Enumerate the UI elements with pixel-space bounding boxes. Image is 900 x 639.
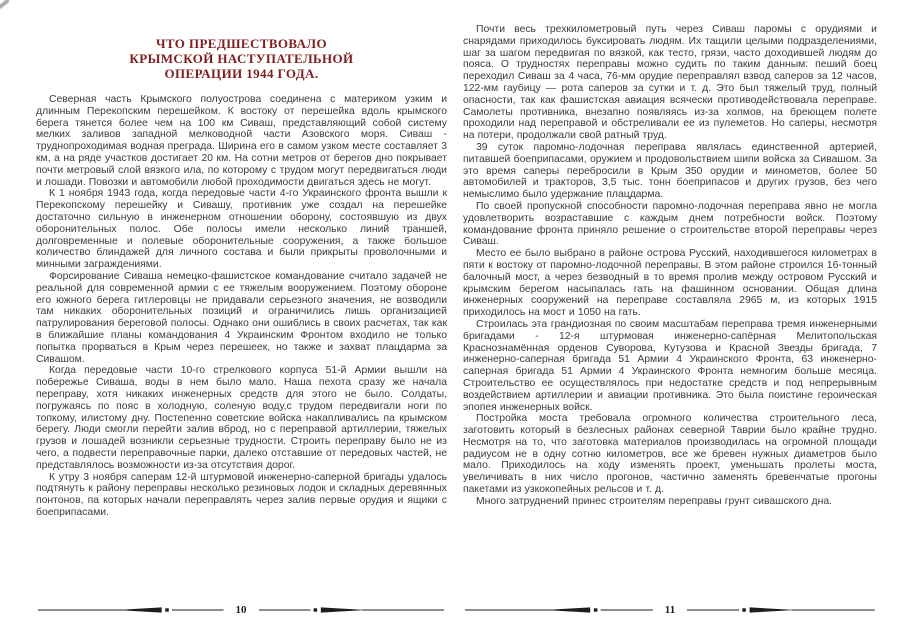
right-page: [450, 0, 900, 639]
footer-rule-arrow-left-icon: [38, 605, 224, 615]
body-paragraph: Постройка моста требовала огромного количества строительного леса, заготовить который в безлесных районах северной Таврии было крайне трудно. Несмотря на то, что заготовка материалов производилась на огромной площади радиусом не в одну сотню километров, все же бревен нужных диаметров было мало. Приходилось на ходу изменять проект, уменьшать пролеты моста, увеличивать в них число прогонов, частично заменять бревенчатые прогоны пакетами из узкокопейных рельсов и т. д.: [463, 413, 877, 496]
chapter-title-line: ЧТО ПРЕДШЕСТВОВАЛО: [155, 36, 328, 51]
footer-rule-arrow-right-icon: [687, 605, 875, 615]
body-paragraph: Почти весь трехкилометровый путь через Сиваш паромы с орудиями и снарядами приходилось буксировать людям. Их тащили целыми подразделениями, шаг за шагом передвигая по вязкой, как тесто, грязи, часто доходившей людям до пояса. О трудностях переправы можно судить по таким данным: пеший боец переходил Сиваш за 4 часа, 76-мм орудие переправлял взвод саперов за 12 часов, 122-мм гаубицу — рота саперов за сутки и т. д. Это был тяжелый труд, полный опасности, так как фашистская авиация всячески противодействовала переправе. Самолеты противника, внезапно появляясь из-за холмов, на бреющем полете проходили над переправой и обстреливали ее из пулеметов. Но саперы, несмотря на потери, продолжали свой ратный труд.: [463, 24, 877, 142]
chapter-title: [36, 36, 447, 81]
right-page-text: [463, 24, 877, 508]
body-paragraph: Форсирование Сиваша немецко-фашистское командование считало задачей не реальной для современной армии с ее тяжелым вооружением. Поэтому обороне его южного берега гитлеровцы не придавали серьезного значения, не возводили там никаких оборонительных позиций и ограничились лишь организацией патрулирования береговой полосы. Однако они ошиблись в своих расчетах, так как в ближайшие планы командования 4 Украинским Фронтом входило не только попытка прорваться в Крым через перешеек, но также и захват плацдарма за Сивашом.: [36, 270, 447, 365]
left-page-footer: [36, 605, 446, 615]
body-paragraph: Строилась эта грандиозная по своим масштабам переправа тремя инженерными бригадами - 12-я штурмовая инженерно-сапёрная Мелитопольская Краснознамённая орденов Суворова, Кутузова и Красной Звезды бригада, 7 инженерно-саперная бригада 51 Армии 4 Украинского Фронта, 63 инженерно-саперная бригада 51 Армии 4 Украинского Фронта немногим больше месяца. Строительство ее осуществлялось при недостатке средств и под непрерывным воздействием артиллерии и авиации противника. Это была поистине героическая эпопея инженерных войск.: [463, 318, 877, 413]
body-paragraph: По своей пропускной способности паромно-лодочная переправа явно не могла удовлетворить возраставшие с каждым днем потребности войск. Поэтому командование фронта приняло решение о строительстве второй переправы через Сиваш.: [463, 200, 877, 248]
chapter-title-line: КРЫМСКОЙ НАСТУПАТЕЛЬНОЙ: [129, 51, 354, 66]
page-number: 10: [235, 604, 247, 616]
body-paragraph: К 1 ноября 1943 года, когда передовые части 4-го Украинского фронта вышли к Перекопскому перешейку и Сивашу, противник уже создал на перешейке достаточно сильную в инженерном отношении оборону, состоявшую из двух оборонительных полос. Обе полосы имели несколько линий траншей, долговременные и полевые оборонительные сооружения, а также большое количество блиндажей для личного состава и были прикрыты проволочными и минными заграждениями.: [36, 188, 447, 271]
left-page-text: [36, 94, 447, 519]
footer-rule-arrow-left-icon: [465, 605, 653, 615]
body-paragraph: Когда передовые части 10-го стрелкового корпуса 51-й Армии вышли на побережье Сиваша, воды в нем было мало. Наша пехота сразу же начала переправу, хотя никаких инженерных средств для этого не было. Солдаты, погружаясь по пояс в холодную, соленую воду,с трудом передвигали ноги по топкому, илистому дну. Постепенно советские войска накапливались па крымском берегу. Люди смогли перейти залив вброд, но с переправой артиллерии, тяжелых грузов и лошадей возникли серьезные трудности. Строить переправу было не из чего, а подвести переправочные парки, далеко отставшие от передовых частей, не представлялось возможности из-за отсутствия дорог.: [36, 365, 447, 471]
right-page-footer: [463, 605, 877, 615]
footer-rule-arrow-right-icon: [259, 605, 445, 615]
body-paragraph: К утру 3 ноября саперам 12-й штурмовой инженерно-саперной бригады удалось подтянуть к району переправы несколько резиновых лодок и складных деревянных понтонов, па которых начали переправлять через залив первые орудия и ящики с боеприпасами.: [36, 471, 447, 518]
body-paragraph: Северная часть Крымского полуострова соединена с материком узким и длинным Перекопским перешейком. К востоку от перешейка вдоль крымского берега тянется более чем на 100 км Сиваш, представляющий собой систему мелких заливов западной мелководной части Азовского моря. Сиваш - труднопроходимая водная преграда. Ширина его в самом узком месте составляет 3 км, а на ряде участков достигает 20 км. На сотни метров от берегов дно покрывает почти метровый слой вязкого ила, по которому с трудом могут передвигаться люди и лошади. Повозки и автомобили любой проходимости двигаться здесь не могут.: [36, 94, 447, 188]
body-paragraph: Место ее было выбрано в районе острова Русский, находившегося километрах в пяти к востоку от паромно-лодочной переправы. В этом районе строился 16-тонный балочный мост, а через безводный в то время пролив между островом Русский и крымским берегом насыпалась гать на фашинном основании. Общая длина инженерных сооружений на переправе составляла 2965 м, из которых 1915 приходилось на мост и 1050 на гать.: [463, 248, 877, 319]
body-paragraph: Много затруднений принес строителям переправы грунт сивашского дна.: [476, 495, 833, 507]
chapter-title-line: ОПЕРАЦИИ 1944 ГОДА.: [164, 66, 319, 81]
body-paragraph: 39 суток паромно-лодочная переправа являлась единственной артерией, питавшей боеприпасами, оружием и продовольствием шипи войска за Сивашом. За это время саперы перебросили в Крым 350 орудии и минометов, более 50 автомобилей и тракторов, 3,5 тыс. тонн боеприпасов и других грузов, без чего немыслимо было удержание плацдарма.: [463, 141, 877, 201]
page-number: 11: [664, 604, 676, 616]
